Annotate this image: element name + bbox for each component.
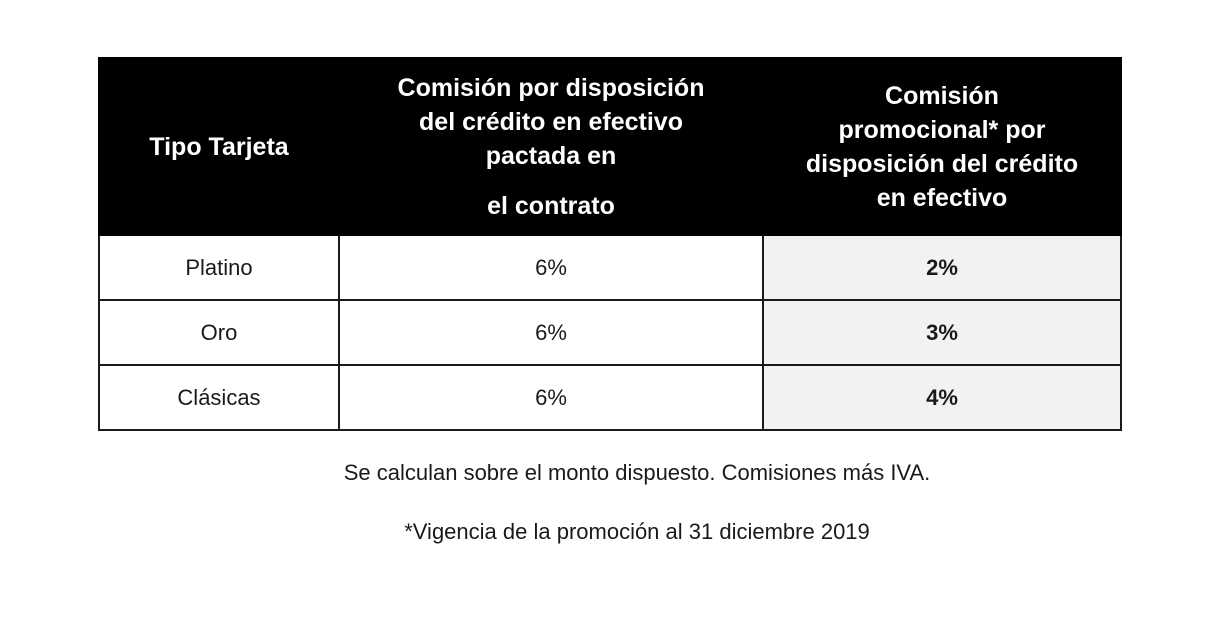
cell-promo: 3% xyxy=(763,300,1121,365)
note-vigencia: *Vigencia de la promoción al 31 diciembre 2019 xyxy=(404,519,870,544)
header-promo-line-2: promocional* por xyxy=(838,115,1046,144)
cell-promo: 4% xyxy=(763,365,1121,430)
commission-table xyxy=(98,57,1122,431)
header-comision-line-2: del crédito en efectivo xyxy=(419,107,683,136)
header-promo-line-4: en efectivo xyxy=(876,183,1008,212)
header-comision-line-1: Comisión por disposición xyxy=(397,73,705,102)
table-row xyxy=(99,300,1121,365)
note-calculo: Se calculan sobre el monto dispuesto. Comisiones más IVA. xyxy=(343,460,931,485)
table-row xyxy=(99,235,1121,300)
header-tipo-label: Tipo Tarjeta xyxy=(149,132,289,161)
cell-promo: 2% xyxy=(763,235,1121,300)
header-promo-line-1: Comisión xyxy=(885,81,999,110)
table-header xyxy=(99,58,1121,235)
cell-comision: 6% xyxy=(339,300,763,365)
header-promo-line-3: disposición del crédito xyxy=(805,149,1079,178)
header-comision-contrato xyxy=(339,58,763,235)
cell-tipo: Platino xyxy=(99,235,339,300)
cell-comision: 6% xyxy=(339,365,763,430)
table-row xyxy=(99,365,1121,430)
cell-comision: 6% xyxy=(339,235,763,300)
commission-table-container xyxy=(98,57,1120,431)
header-tipo-tarjeta xyxy=(99,58,339,235)
cell-tipo: Oro xyxy=(99,300,339,365)
header-comision-line-4: el contrato xyxy=(487,191,615,220)
table-body xyxy=(99,235,1121,430)
header-comision-gap xyxy=(350,173,752,189)
cell-tipo: Clásicas xyxy=(99,365,339,430)
header-comision-promocional xyxy=(763,58,1121,235)
header-row xyxy=(99,58,1121,235)
header-comision-line-3: pactada en xyxy=(485,141,617,170)
